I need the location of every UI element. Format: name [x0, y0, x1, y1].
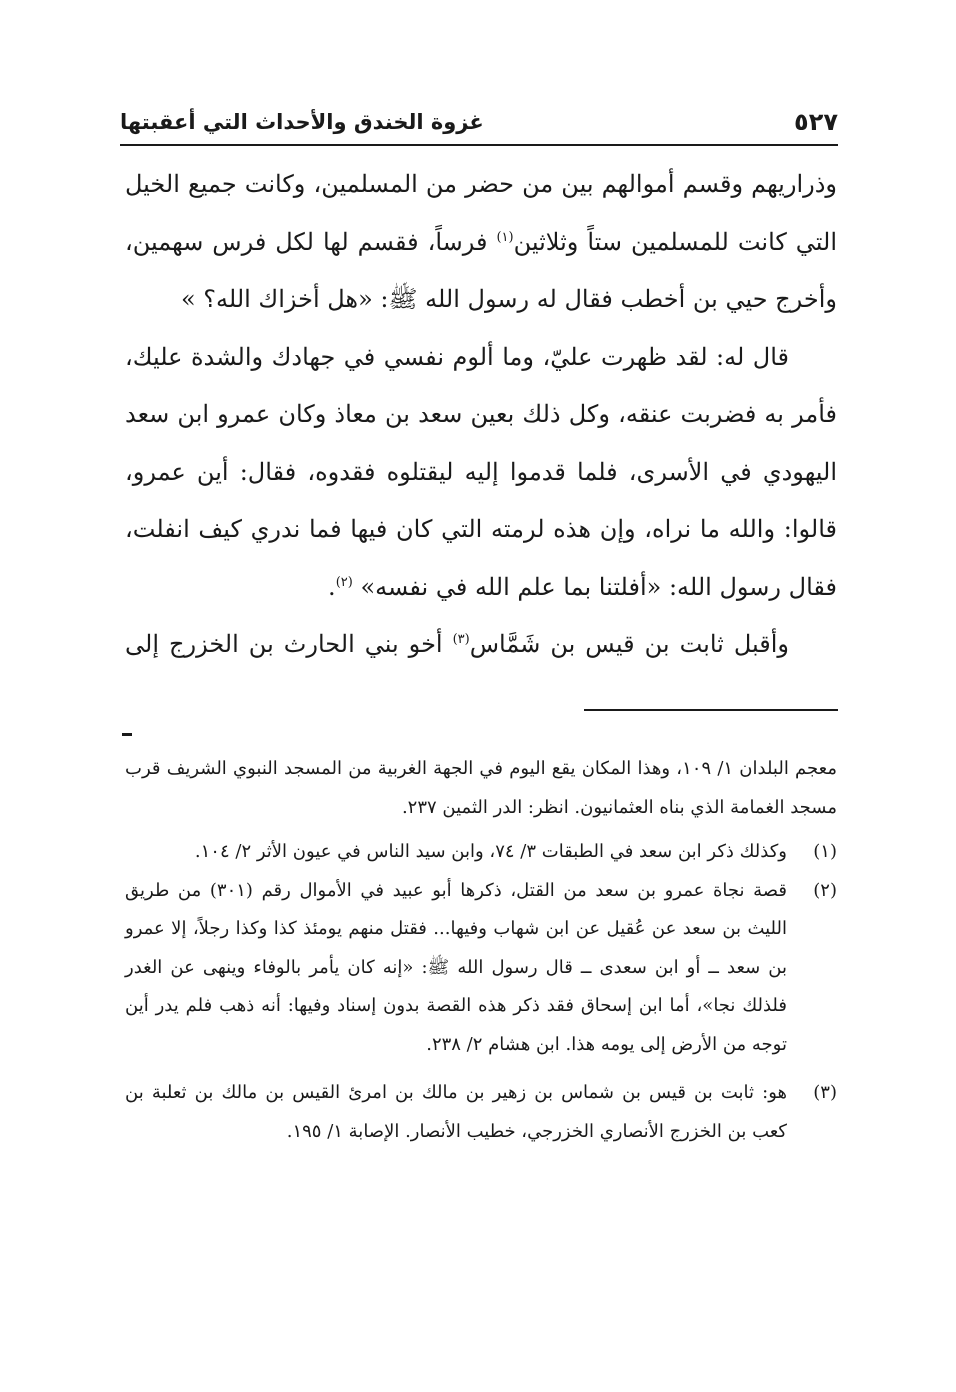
footnote-2 [125, 872, 837, 1065]
page-number: ٥٢٧ [794, 108, 838, 136]
paragraph-3 [125, 616, 837, 674]
paragraph-3-text-b: أخو بني الحارث بن الخزرج إلى [125, 630, 453, 658]
footnote-marker-1: (١) [496, 229, 514, 245]
footnote-marker-3: (٣) [452, 632, 470, 647]
page-header [120, 108, 838, 146]
main-text [125, 156, 837, 674]
paragraph-2 [125, 329, 837, 617]
footnote-number: (١) [813, 841, 837, 862]
footnote-continuation-mark [122, 733, 132, 736]
footnote-continuation: معجم البلدان ١/ ١٠٩، وهذا المكان يقع اليوم في الجهة الغربية من المسجد النبوي الشريف قرب مسجد الغمامة الذي بناه العثمانيون. انظر: الدر الثمين ٢٣٧. [125, 758, 837, 818]
footnote-3 [125, 1074, 837, 1151]
paragraph-2-end: . [328, 572, 336, 601]
footnotes [125, 750, 837, 1151]
footnote-separator [584, 709, 838, 711]
footnote-text: وكذلك ذكر ابن سعد في الطبقات ٣/ ٧٤، وابن سيد الناس في عيون الأثر ٢/ ١٠٤. [194, 841, 787, 862]
footnote-1 [125, 833, 837, 872]
footnote-number: (٣) [813, 1082, 837, 1103]
paragraph-1-text-a: وذراريهم وقسم أموالهم بين من حضر من المسلمين، وكانت جميع الخيل التي كانت للمسلمين ستاً وثلاثين [125, 170, 838, 256]
footnote-text: هو: ثابت بن قيس بن شماس بن زهير بن مالك بن امرئ القيس بن مالك بن ثعلبة بن كعب بن الخزرج الأنصاري الخزرجي، خطيب الأنصار. الإصابة ١/ ١٩٥. [125, 1082, 787, 1142]
footnote-number: (٢) [813, 879, 837, 901]
running-title: غزوة الخندق والأحداث التي أعقبتها [120, 110, 484, 134]
footnote-text: قصة نجاة عمرو بن سعد من القتل، ذكرها أبو عبيد في الأموال رقم (٣٠١) من طريق الليث بن سعد عن عُقيل عن ابن شهاب وفيها... فقتل منهم يومئذ كذا وكذا رجلاً، إلا عمرو بن سعد ــ أو ابن سعدى ــ قال رسول الله ﷺ: «إنه كان يأمر بالوفاء وينهى عن الغدر فلذلك نجا»، أما ابن إسحاق فقد ذكر هذه القصة بدون إسناد وفيها: أنه ذهب فلم يدر أين توجه من الأرض إلى يومه هذا. ابن هشام ٢/ ٢٣٨. [125, 879, 788, 1055]
header-rule [120, 144, 838, 146]
footnote-marker-2: (٢) [335, 574, 353, 590]
paragraph-1-text-b: فرساً، فقسم لها لكل فرس سهمين، وأخرج حيي بن أخطب فقال له رسول الله ﷺ: «هل أخزاك الله؟ » [125, 227, 837, 313]
paragraph-3-text-a: وأقبل ثابت بن قيس بن شَمَّاس [469, 630, 789, 658]
paragraph-2-text: قال له: لقد ظهرت عليّ، وما ألوم نفسي في جهادك والشدة عليك، فأمر به فضربت عنقه، وكل ذلك بعين سعد بن معاذ وكان عمرو ابن سعد اليهودي في الأسرى، فلما قدموا إليه ليقتلوه فقدوه، فقال: أين عمرو، قالوا: والله ما نراه، وإن هذه لرمته التي كان فيها فما ندري كيف انفلت، فقال رسول الله: «أفلتنا بما علم الله في نفسه» [125, 342, 837, 601]
paragraph-1 [125, 156, 837, 329]
